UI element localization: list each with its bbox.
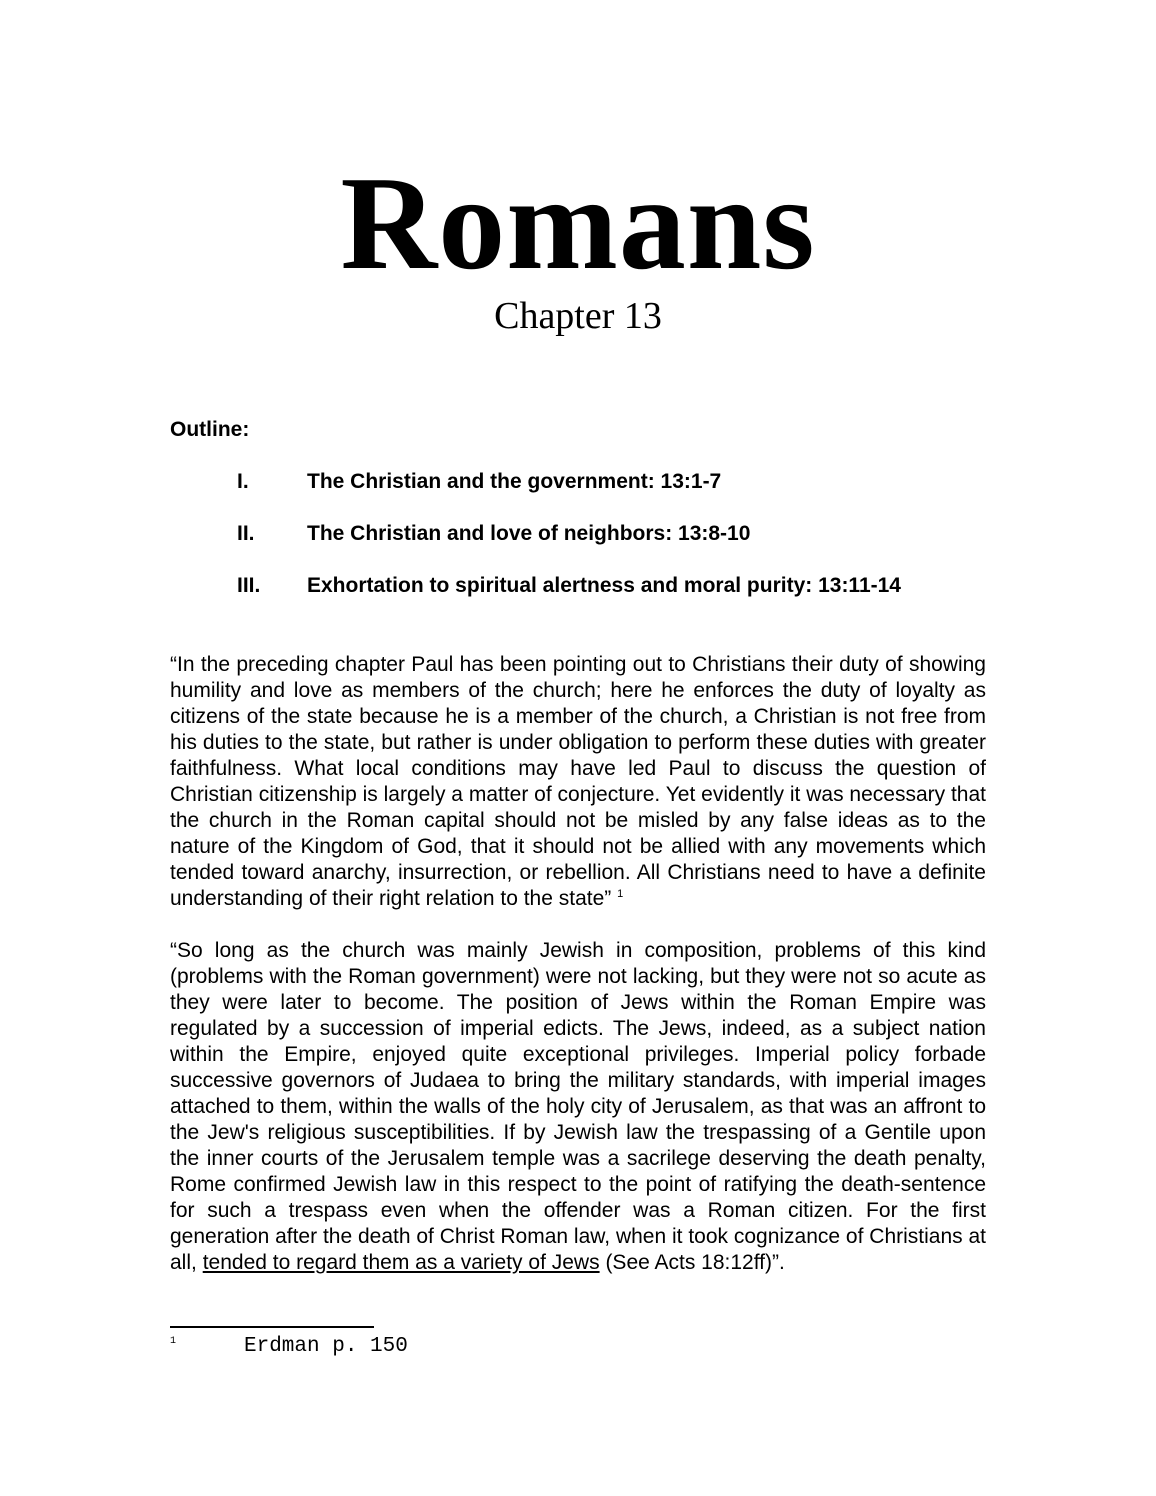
outline-item-number: I. — [237, 470, 249, 493]
quote-paragraph-erdman — [170, 652, 986, 912]
outline-item-text: The Christian and love of neighbors: 13:8-10 — [307, 522, 751, 545]
footnote-reference[interactable]: 1 — [617, 888, 624, 900]
outline-item-number: III. — [237, 574, 261, 597]
underlined-phrase: tended to regard them as a variety of Jews — [202, 1251, 600, 1274]
footnote-marker: 1 — [170, 1336, 177, 1347]
footnote-separator — [170, 1326, 374, 1328]
chapter-subtitle: Chapter 13 — [494, 295, 662, 337]
footnote-text: Erdman p. 150 — [244, 1335, 408, 1358]
paragraph-citation: (See Acts 18:12ff)”. — [605, 1251, 785, 1274]
document-title: Romans — [340, 149, 816, 297]
paragraph-text: “In the preceding chapter Paul has been pointing out to Christians their duty of showing humility and love as members of the church; here he enforces the duty of loyalty as citizens of the state because he is a member of the church, a Christian is not free from his duties to the state, but rather is under obligation to perform these duties with greater faithfulness. What local conditions may have led Paul to discuss the question of Christian citizenship is largely a matter of conjecture. Yet evidently it was necessary that the church in the Roman capital should not be misled by any false ideas as to the nature of the Kingdom of God, that it should not be allied with any movements which tended toward anarchy, insurrection, or rebellion. All Christians need to have a definite understanding of their right relation to the state” — [170, 653, 986, 910]
outline-item-text: The Christian and the government: 13:1-7 — [307, 470, 722, 493]
quote-paragraph-roman-law — [170, 938, 986, 1276]
outline-heading: Outline: — [170, 418, 250, 441]
outline-item — [237, 468, 721, 496]
outline-item — [237, 520, 750, 548]
paragraph-text: “So long as the church was mainly Jewish in composition, problems of this kind (problems with the Roman government) were not lacking, but they were not so acute as they were later to become. The position of Jews within the Roman Empire was regulated by a succession of imperial edicts. The Jews, indeed, as a subject nation within the Empire, enjoyed quite exceptional privileges. Imperial policy forbade successive governors of Judaea to bring the military standards, with imperial images attached to them, within the walls of the holy city of Jerusalem, as that was an affront to the Jew's religious susceptibilities. If by Jewish law the trespassing of a Gentile upon the inner courts of the Jerusalem temple was a sacrilege deserving the death penalty, Rome confirmed Jewish law in this respect to the point of ratifying the death-sentence for such a trespass even when the offender was a Roman citizen. For the first generation after the death of Christ Roman law, when it took cognizance of Christians at all, — [170, 939, 986, 1274]
outline-item-text: Exhortation to spiritual alertness and moral purity: 13:11-14 — [307, 574, 901, 597]
outline-item-number: II. — [237, 522, 255, 545]
outline-item — [237, 572, 901, 600]
